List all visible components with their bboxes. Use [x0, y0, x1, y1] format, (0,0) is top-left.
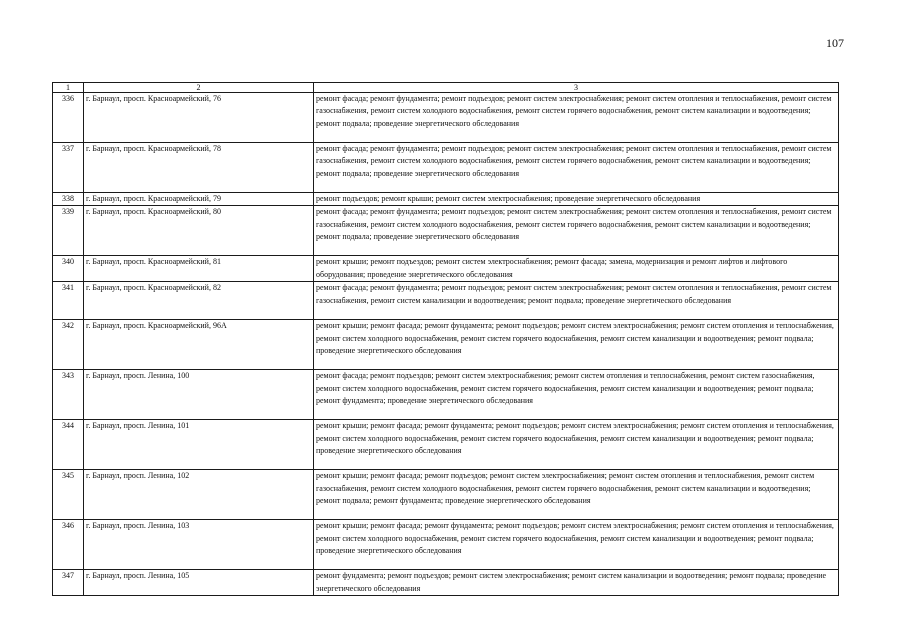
table-row	[53, 320, 839, 370]
table-row	[53, 520, 839, 570]
row-works: ремонт фундамента; ремонт подъездов; ремонт систем электроснабжения; ремонт систем канализации и водоотведения; ремонт подвала; проведение энергетического обследования	[314, 570, 839, 596]
row-address: г. Барнаул, просп. Красноармейский, 78	[84, 143, 314, 193]
row-address: г. Барнаул, просп. Ленина, 103	[84, 520, 314, 570]
row-address: г. Барнаул, просп. Красноармейский, 81	[84, 256, 314, 282]
row-address: г. Барнаул, просп. Ленина, 105	[84, 570, 314, 596]
row-number: 341	[53, 282, 84, 320]
row-number: 347	[53, 570, 84, 596]
row-works: ремонт фасада; ремонт фундамента; ремонт подъездов; ремонт систем электроснабжения; ремонт систем отопления и теплоснабжения, ремонт систем газоснабжения, ремонт систем холодного водоснабжения, ремонт систем горячего водоснабжения, ремонт систем канализации и водоотведения; ремонт подвала; проведение энергетического обследования	[314, 93, 839, 143]
row-works: ремонт крыши; ремонт фасада; ремонт фундамента; ремонт подъездов; ремонт систем электроснабжения; ремонт систем отопления и теплоснабжения, ремонт систем холодного водоснабжения, ремонт систем горячего водоснабжения, ремонт систем канализации и водоотведения; ремонт подвала; проведение энергетического обследования	[314, 320, 839, 370]
row-number: 336	[53, 93, 84, 143]
row-number: 343	[53, 370, 84, 420]
table-row	[53, 570, 839, 596]
table-row	[53, 470, 839, 520]
row-works: ремонт крыши; ремонт фасада; ремонт фундамента; ремонт подъездов; ремонт систем электроснабжения; ремонт систем отопления и теплоснабжения, ремонт систем холодного водоснабжения, ремонт систем горячего водоснабжения, ремонт систем канализации и водоотведения; ремонт подвала; проведение энергетического обследования	[314, 420, 839, 470]
row-number: 345	[53, 470, 84, 520]
address-works-table	[52, 82, 839, 596]
row-number: 342	[53, 320, 84, 370]
row-address: г. Барнаул, просп. Красноармейский, 80	[84, 206, 314, 256]
row-number: 344	[53, 420, 84, 470]
row-number: 338	[53, 193, 84, 206]
row-works: ремонт подъездов; ремонт крыши; ремонт систем электроснабжения; проведение энергетического обследования	[314, 193, 839, 206]
page-number: 107	[826, 36, 844, 50]
row-works: ремонт фасада; ремонт фундамента; ремонт подъездов; ремонт систем электроснабжения; ремонт систем отопления и теплоснабжения, ремонт систем газоснабжения, ремонт систем холодного водоснабжения, ремонт систем горячего водоснабжения, ремонт систем канализации и водоотведения; ремонт подвала; проведение энергетического обследования	[314, 206, 839, 256]
table-row	[53, 193, 839, 206]
row-address: г. Барнаул, просп. Ленина, 101	[84, 420, 314, 470]
row-works: ремонт фасада; ремонт фундамента; ремонт подъездов; ремонт систем электроснабжения; ремонт систем отопления и теплоснабжения, ремонт систем газоснабжения, ремонт систем холодного водоснабжения, ремонт систем горячего водоснабжения, ремонт систем канализации и водоотведения; ремонт подвала; проведение энергетического обследования	[314, 143, 839, 193]
table-row	[53, 206, 839, 256]
table-row	[53, 420, 839, 470]
row-address: г. Барнаул, просп. Ленина, 100	[84, 370, 314, 420]
row-number: 337	[53, 143, 84, 193]
table-row	[53, 282, 839, 320]
row-number: 340	[53, 256, 84, 282]
row-address: г. Барнаул, просп. Красноармейский, 76	[84, 93, 314, 143]
table-row	[53, 143, 839, 193]
row-address: г. Барнаул, просп. Красноармейский, 79	[84, 193, 314, 206]
row-address: г. Барнаул, просп. Красноармейский, 82	[84, 282, 314, 320]
row-address: г. Барнаул, просп. Красноармейский, 96А	[84, 320, 314, 370]
row-address: г. Барнаул, просп. Ленина, 102	[84, 470, 314, 520]
row-works: ремонт крыши; ремонт фасада; ремонт подъездов; ремонт систем электроснабжения; ремонт систем отопления и теплоснабжения, ремонт систем газоснабжения, ремонт систем холодного водоснабжения, ремонт систем горячего водоснабжения, ремонт систем канализации и водоотведения; ремонт подвала; ремонт фундамента; проведение энергетического обследования	[314, 470, 839, 520]
column-header-2: 2	[84, 83, 314, 93]
table-header-row	[53, 83, 839, 93]
column-header-3: 3	[314, 83, 839, 93]
row-works: ремонт крыши; ремонт подъездов; ремонт систем электроснабжения; ремонт фасада; замена, модернизация и ремонт лифтов и лифтового оборудования; проведение энергетического обследования	[314, 256, 839, 282]
table-row	[53, 93, 839, 143]
row-number: 339	[53, 206, 84, 256]
row-works: ремонт крыши; ремонт фасада; ремонт фундамента; ремонт подъездов; ремонт систем электроснабжения; ремонт систем отопления и теплоснабжения, ремонт систем холодного водоснабжения, ремонт систем горячего водоснабжения, ремонт систем канализации и водоотведения; ремонт подвала; проведение энергетического обследования	[314, 520, 839, 570]
row-works: ремонт фасада; ремонт фундамента; ремонт подъездов; ремонт систем электроснабжения; ремонт систем отопления и теплоснабжения, ремонт систем газоснабжения, ремонт систем канализации и водоотведения; ремонт подвала; проведение энергетического обследования	[314, 282, 839, 320]
table-row	[53, 370, 839, 420]
column-header-1: 1	[53, 83, 84, 93]
table-row	[53, 256, 839, 282]
row-number: 346	[53, 520, 84, 570]
row-works: ремонт фасада; ремонт подъездов; ремонт систем электроснабжения; ремонт систем отопления и теплоснабжения, ремонт систем газоснабжения, ремонт систем холодного водоснабжения, ремонт систем горячего водоснабжения, ремонт систем канализации и водоотведения; ремонт подвала; ремонт фундамента; проведение энергетического обследования	[314, 370, 839, 420]
